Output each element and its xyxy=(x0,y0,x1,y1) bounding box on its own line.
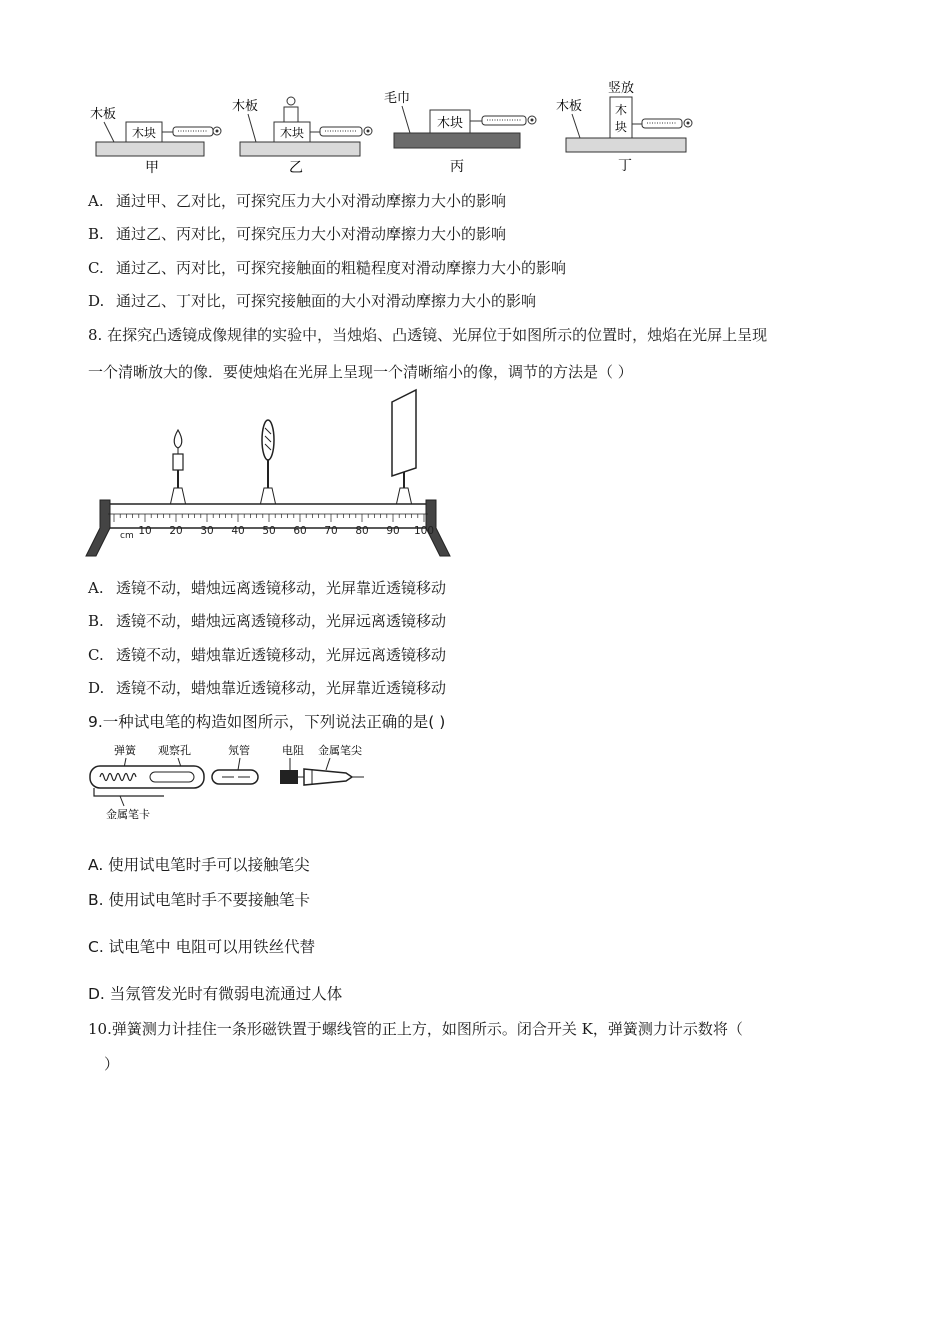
block-jia-label: 木块 xyxy=(131,126,157,140)
ruler-tick-label: 80 xyxy=(355,525,369,537)
q7-option-b-text: 通过乙、丙对比，可探究压力大小对滑动摩擦力大小的影响 xyxy=(116,225,507,243)
towel-label-bing: 毛巾 xyxy=(384,91,411,106)
block-bing-label: 木块 xyxy=(436,116,464,131)
ruler-unit: cm xyxy=(120,531,134,541)
observation-window xyxy=(150,772,194,782)
board-label-yi: 木板 xyxy=(232,99,259,114)
convex-lens xyxy=(262,420,274,460)
q7-option-c-text: 通过乙、丙对比，可探究接触面的粗糙程度对滑动摩擦力大小的影响 xyxy=(116,259,567,277)
label-tip: 金属笔尖 xyxy=(318,744,362,757)
q9-option-c[interactable]: C. 试电笔中 电阻可以用铁丝代替 xyxy=(88,938,316,956)
label-spring: 弹簧 xyxy=(114,744,136,757)
q9-option-b[interactable]: B. 使用试电笔时手不要接触笔卡 xyxy=(88,891,310,909)
board-jia xyxy=(96,142,204,156)
block-ding-label-2: 块 xyxy=(614,120,628,134)
ruler-tick-label: 30 xyxy=(200,525,214,537)
q7-option-a[interactable] xyxy=(88,190,506,211)
caption-ding: 丁 xyxy=(618,158,632,174)
q9-option-d[interactable]: D. 当氖管发光时有微弱电流通过人体 xyxy=(88,985,343,1003)
q7-option-d[interactable] xyxy=(88,290,536,311)
board-label-jia: 木板 xyxy=(90,107,117,122)
towel-bing xyxy=(394,133,520,148)
q7-option-a-text: 通过甲、乙对比，可探究压力大小对滑动摩擦力大小的影响 xyxy=(116,192,507,210)
pen-clip xyxy=(94,788,164,796)
q8-option-a[interactable] xyxy=(88,577,446,598)
light-screen xyxy=(392,390,416,476)
ruler-tick-label: 70 xyxy=(324,525,338,537)
candle xyxy=(173,454,183,470)
q8-option-c-text: 透镜不动，蜡烛靠近透镜移动，光屏远离透镜移动 xyxy=(116,646,447,664)
ruler-tick-label: 60 xyxy=(293,525,307,537)
board-ding xyxy=(566,138,686,152)
label-clip: 金属笔卡 xyxy=(106,808,150,821)
neon-tube xyxy=(212,770,258,784)
q10-stem-line1: 10.弹簧测力计挂住一条形磁铁置于螺线管的正上方，如图所示。闭合开关 K，弹簧测力计示数将（ xyxy=(88,1020,743,1038)
q7-option-d-text: 通过乙、丁对比，可探究接触面的大小对滑动摩擦力大小的影响 xyxy=(116,292,537,310)
q8-option-a-text: 透镜不动，蜡烛远离透镜移动，光屏靠近透镜移动 xyxy=(116,579,447,597)
q7-option-c-key: C. xyxy=(88,259,104,277)
metal-tip xyxy=(304,769,352,785)
test-pen-figure xyxy=(86,738,376,826)
q8-option-c[interactable] xyxy=(88,644,446,665)
label-resistor: 电阻 xyxy=(282,744,304,757)
q8-stem-line2: 一个清晰放大的像．要使烛焰在光屏上呈现一个清晰缩小的像，调节的方法是（ ） xyxy=(88,363,633,381)
q8-option-d-key: D. xyxy=(88,679,105,697)
ruler-tick-label: 100 xyxy=(413,525,435,537)
block-ding-label-1: 木 xyxy=(614,103,628,117)
q7-option-b-key: B. xyxy=(88,225,104,243)
q8-option-b-text: 透镜不动，蜡烛远离透镜移动，光屏远离透镜移动 xyxy=(116,612,447,630)
weight-yi xyxy=(284,107,298,122)
board-yi xyxy=(240,142,360,156)
label-neon: 氖管 xyxy=(228,744,250,757)
optical-bench-figure xyxy=(84,388,456,560)
q8-option-d[interactable] xyxy=(88,677,446,698)
q7-option-c[interactable] xyxy=(88,257,566,278)
ruler-tick-label: 90 xyxy=(386,525,400,537)
ruler-tick-label: 10 xyxy=(138,525,152,537)
ruler-tick-label: 40 xyxy=(231,525,245,537)
caption-yi: 乙 xyxy=(289,160,303,176)
upright-label-ding: 竖放 xyxy=(608,81,635,96)
q9-option-a[interactable]: A. 使用试电笔时手可以接触笔尖 xyxy=(88,856,310,874)
q9-stem: 9.一种试电笔的构造如图所示，下列说法正确的是( ) xyxy=(88,713,446,731)
q8-option-d-text: 透镜不动，蜡烛靠近透镜移动，光屏靠近透镜移动 xyxy=(116,679,447,697)
q8-option-c-key: C. xyxy=(88,646,104,664)
caption-bing: 丙 xyxy=(450,159,464,175)
q8-option-a-key: A. xyxy=(88,579,104,597)
q8-option-b[interactable] xyxy=(88,610,446,631)
q10-stem-line2: ） xyxy=(104,1055,120,1073)
q8-option-b-key: B. xyxy=(88,612,104,630)
candle-flame xyxy=(174,430,182,448)
q8-stem-line1: 8. 在探究凸透镜成像规律的实验中，当烛焰、凸透镜、光屏位于如图所示的位置时，烛焰在光屏上呈现 xyxy=(88,326,768,344)
spring-scale-bing xyxy=(482,116,526,125)
q7-option-b[interactable] xyxy=(88,223,506,244)
q7-option-d-key: D. xyxy=(88,292,105,310)
ruler-tick-label: 20 xyxy=(169,525,183,537)
ruler-tick-label: 50 xyxy=(262,525,276,537)
resistor xyxy=(280,770,298,784)
label-window: 观察孔 xyxy=(158,744,191,757)
rail-leg-left xyxy=(86,500,110,556)
block-yi-label: 木块 xyxy=(279,126,305,140)
friction-figure xyxy=(80,80,720,180)
q7-option-a-key: A. xyxy=(88,192,104,210)
caption-jia: 甲 xyxy=(145,160,159,176)
board-label-ding: 木板 xyxy=(556,99,583,114)
